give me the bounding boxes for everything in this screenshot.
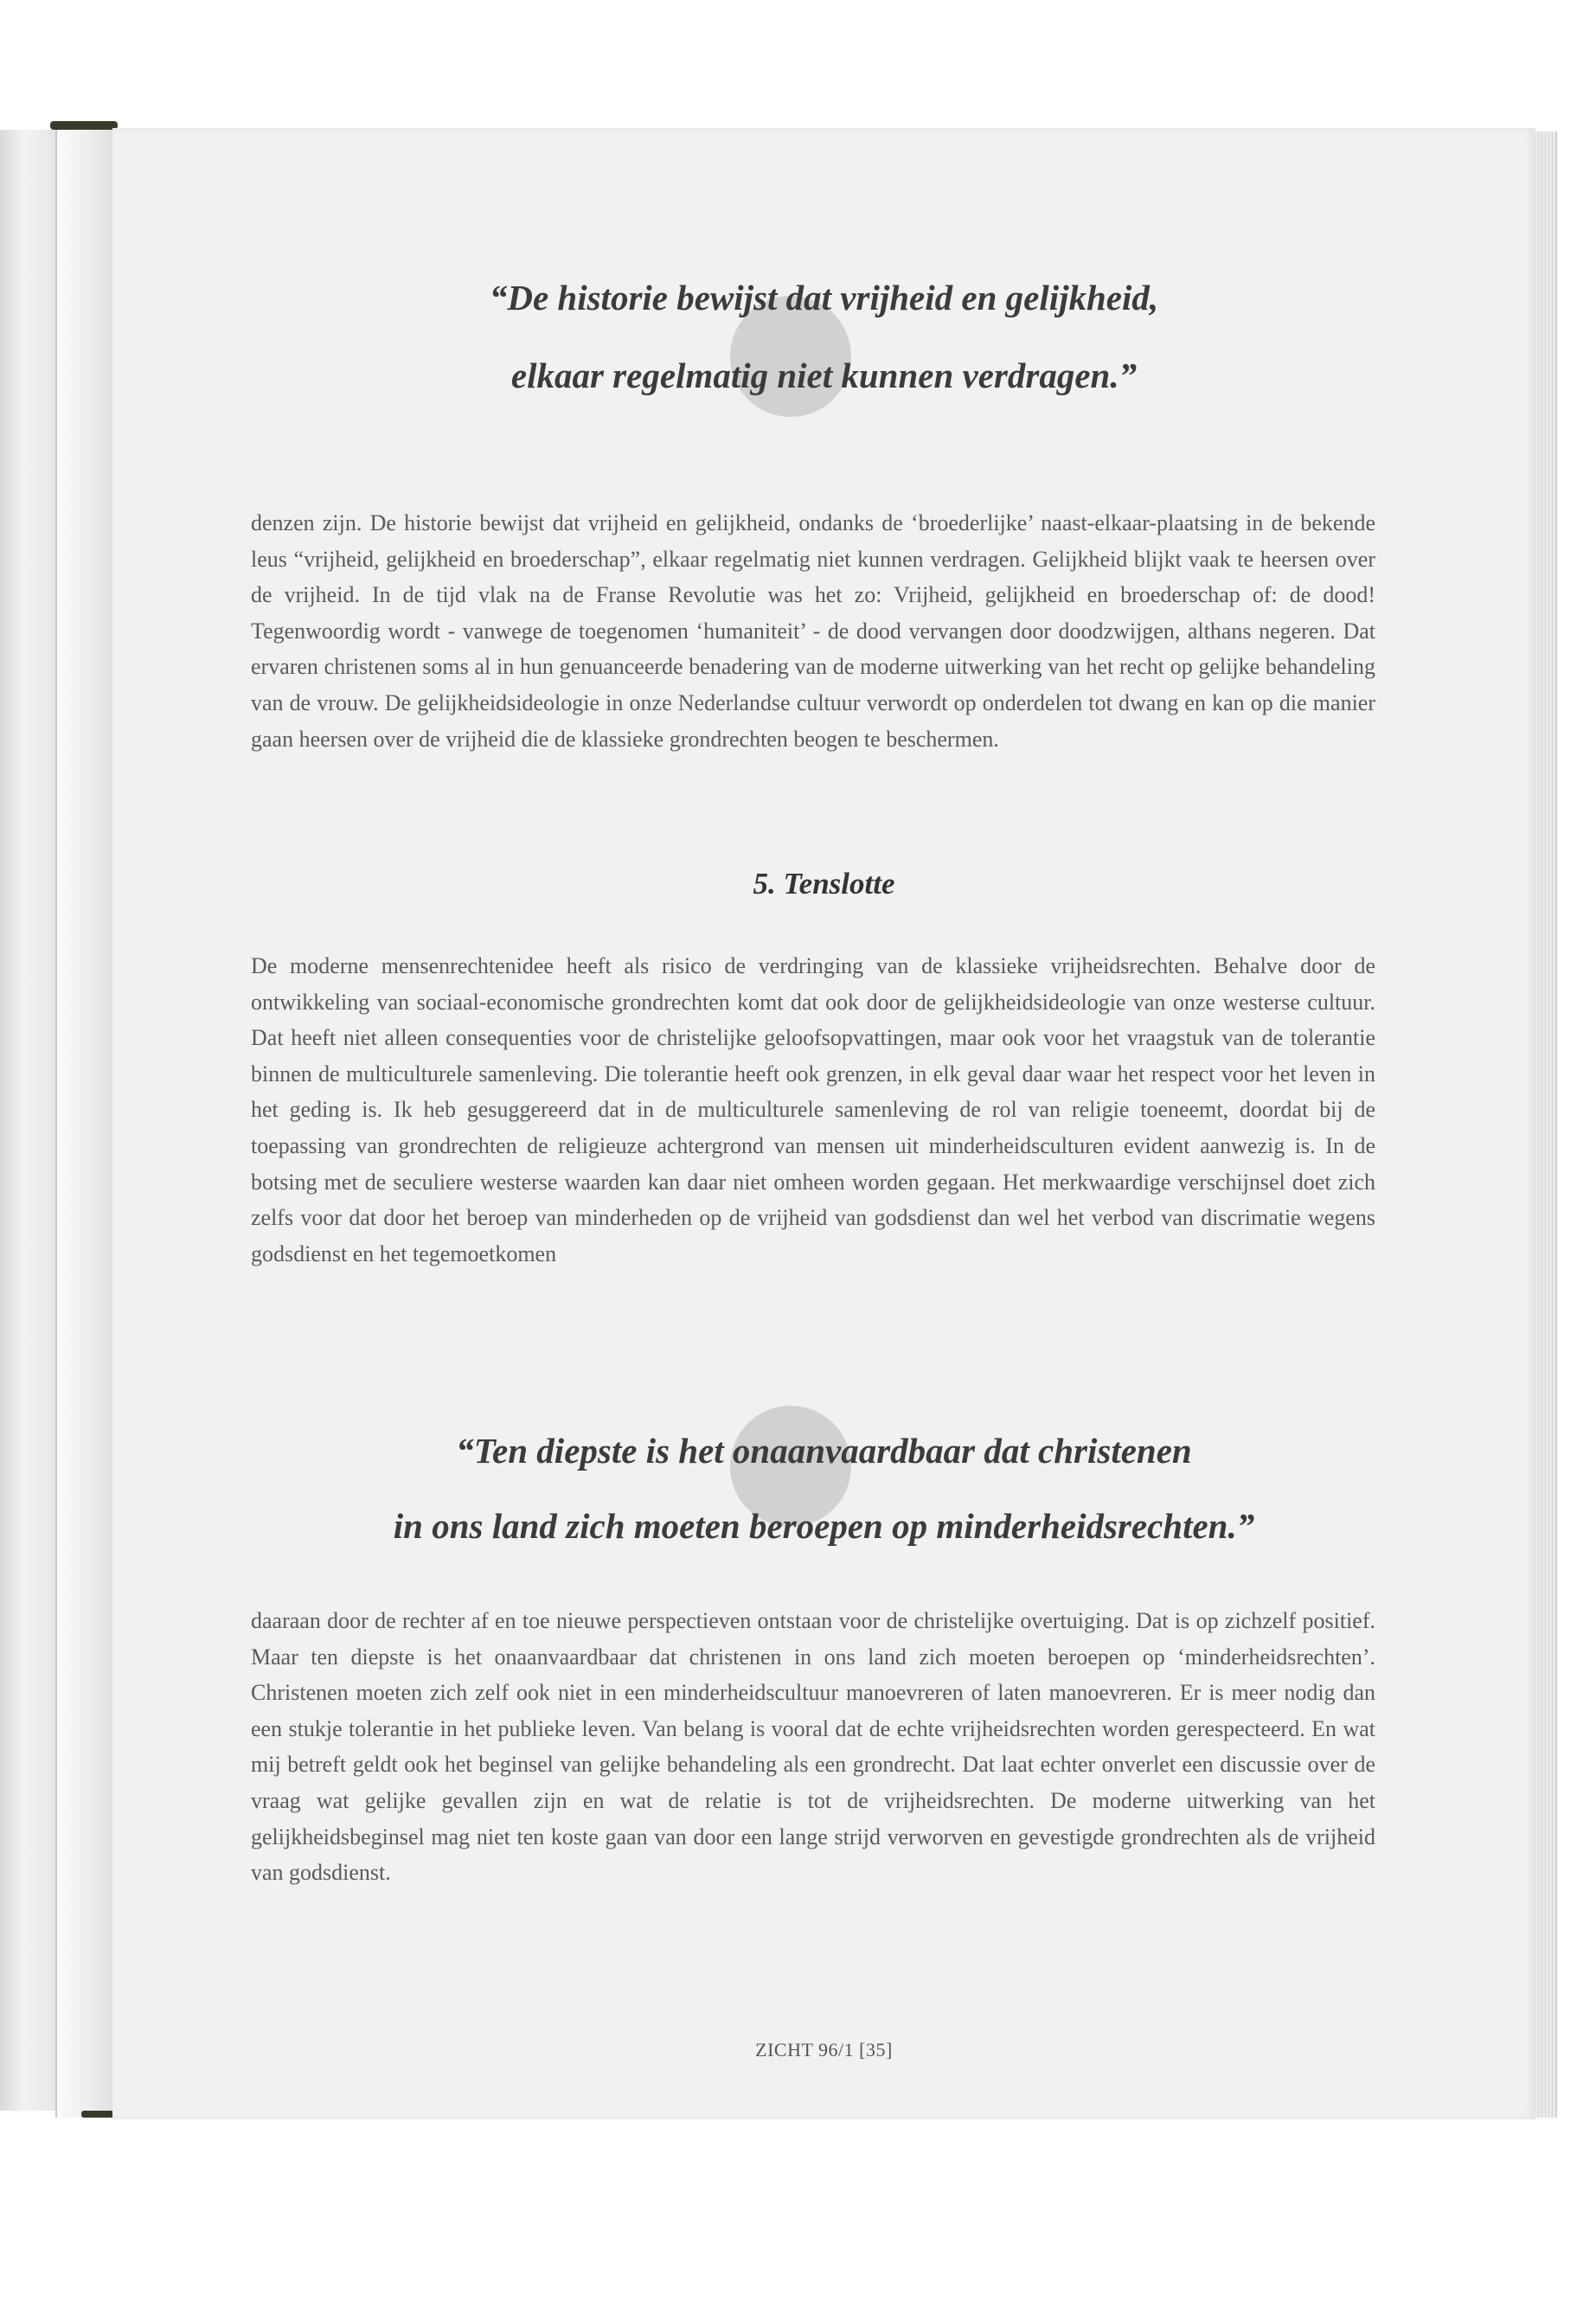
pull-quote-1-line-1: “De historie bewijst dat vrijheid en gelijkheid, <box>489 278 1159 317</box>
body-paragraph-1: denzen zijn. De historie bewijst dat vrijheid en gelijkheid, ondanks de ‘broederlijke’ naast-elkaar-plaatsing in de bekende leus “vrijheid, gelijkheid en broederschap”, elkaar regelmatig niet kunnen verdragen. Gelijkheid blijkt vaak te heersen over de vrijheid. In de tijd vlak na de Franse Revolutie was het zo: Vrijheid, gelijkheid en broederschap of: de dood! Tegenwoordig wordt - vanwege de toegenomen ‘humaniteit’ - de dood vervangen door doodzwijgen, althans negeren. Dat ervaren christenen soms al in hun genuanceerde benadering van de moderne uitwerking van het recht op gelijke behandeling van de vrouw. De gelijkheidsideologie in onze Nederlandse cultuur verwordt op onderdelen tot dwang en kan op die manier gaan heersen over de vrijheid die de klassieke grondrechten beogen te beschermen. <box>251 510 1375 752</box>
body-paragraph-3: daaraan door de rechter af en toe nieuwe perspectieven ontstaan voor de christelijke overtuiging. Dat is op zichzelf positief. Maar ten diepste is het onaanvaardbaar dat christenen in ons land zich moeten beroepen op ‘minderheidsrechten’. Christenen moeten zich zelf ook niet in een minderheidscultuur manoevreren of laten manoevreren. Er is meer nodig dan een stukje tolerantie in het publieke leven. Van belang is vooral dat de echte vrijheidsrechten worden gerespecteerd. En wat mij betreft geldt ook het beginsel van gelijke behandeling als een grondrecht. Dat laat echter onverlet een discussie over de vraag wat gelijke gevallen zijn en wat de relatie is tot de vrijheidsrechten. De moderne uitwerking van het gelijkheidsbeginsel mag niet ten koste gaan van door een lange strijd verworven en gevestigde grondrechten als de vrijheid van godsdienst. <box>251 1608 1375 1886</box>
pull-quote-1-line-2: elkaar regelmatig niet kunnen verdragen.” <box>510 356 1138 395</box>
section-heading: 5. Tenslotte <box>753 867 895 901</box>
pull-quote-2-line-2: in ons land zich moeten beroepen op minderheidsrechten.” <box>393 1506 1255 1546</box>
pull-quote-2-line-1: “Ten diepste is het onaanvaardbaar dat christenen <box>456 1431 1192 1471</box>
binding-shadow <box>0 130 61 2111</box>
binding-clip-bottom <box>81 2111 114 2118</box>
binding-clip-top <box>50 121 118 130</box>
page-footer: ZICHT 96/1 [35] <box>755 2039 893 2061</box>
page-stack-edges <box>1535 131 1557 2118</box>
body-paragraph-2: De moderne mensenrechtenidee heeft als risico de verdringing van de klassieke vrijheidsrechten. Behalve door de ontwikkeling van sociaal-economische grondrechten komt dat ook door de gelijkheidsideologie van onze westerse cultuur. Dat heeft niet alleen consequenties voor de christelijke geloofsopvattingen, maar ook voor het vraagstuk van de tolerantie binnen de multiculturele samenleving. Die tolerantie heeft ook grenzen, in elk geval daar waar het respect voor het leven in het geding is. Ik heb gesuggereerd dat in de multiculturele samenleving de rol van religie toeneemt, doordat bij de toepassing van grondrechten de religieuze achtergrond van mensen uit minderheidsculturen evident aanwezig is. In de botsing met de seculiere westerse waarden kan daar niet omheen worden gegaan. Het merkwaardige verschijnsel doet zich zelfs voor dat door het beroep van minderheden op de vrijheid van godsdienst dan wel het verbod van discrimatie wegens godsdienst en het tegemoetkomen <box>251 953 1375 1266</box>
book-spine-edge <box>55 128 117 2118</box>
